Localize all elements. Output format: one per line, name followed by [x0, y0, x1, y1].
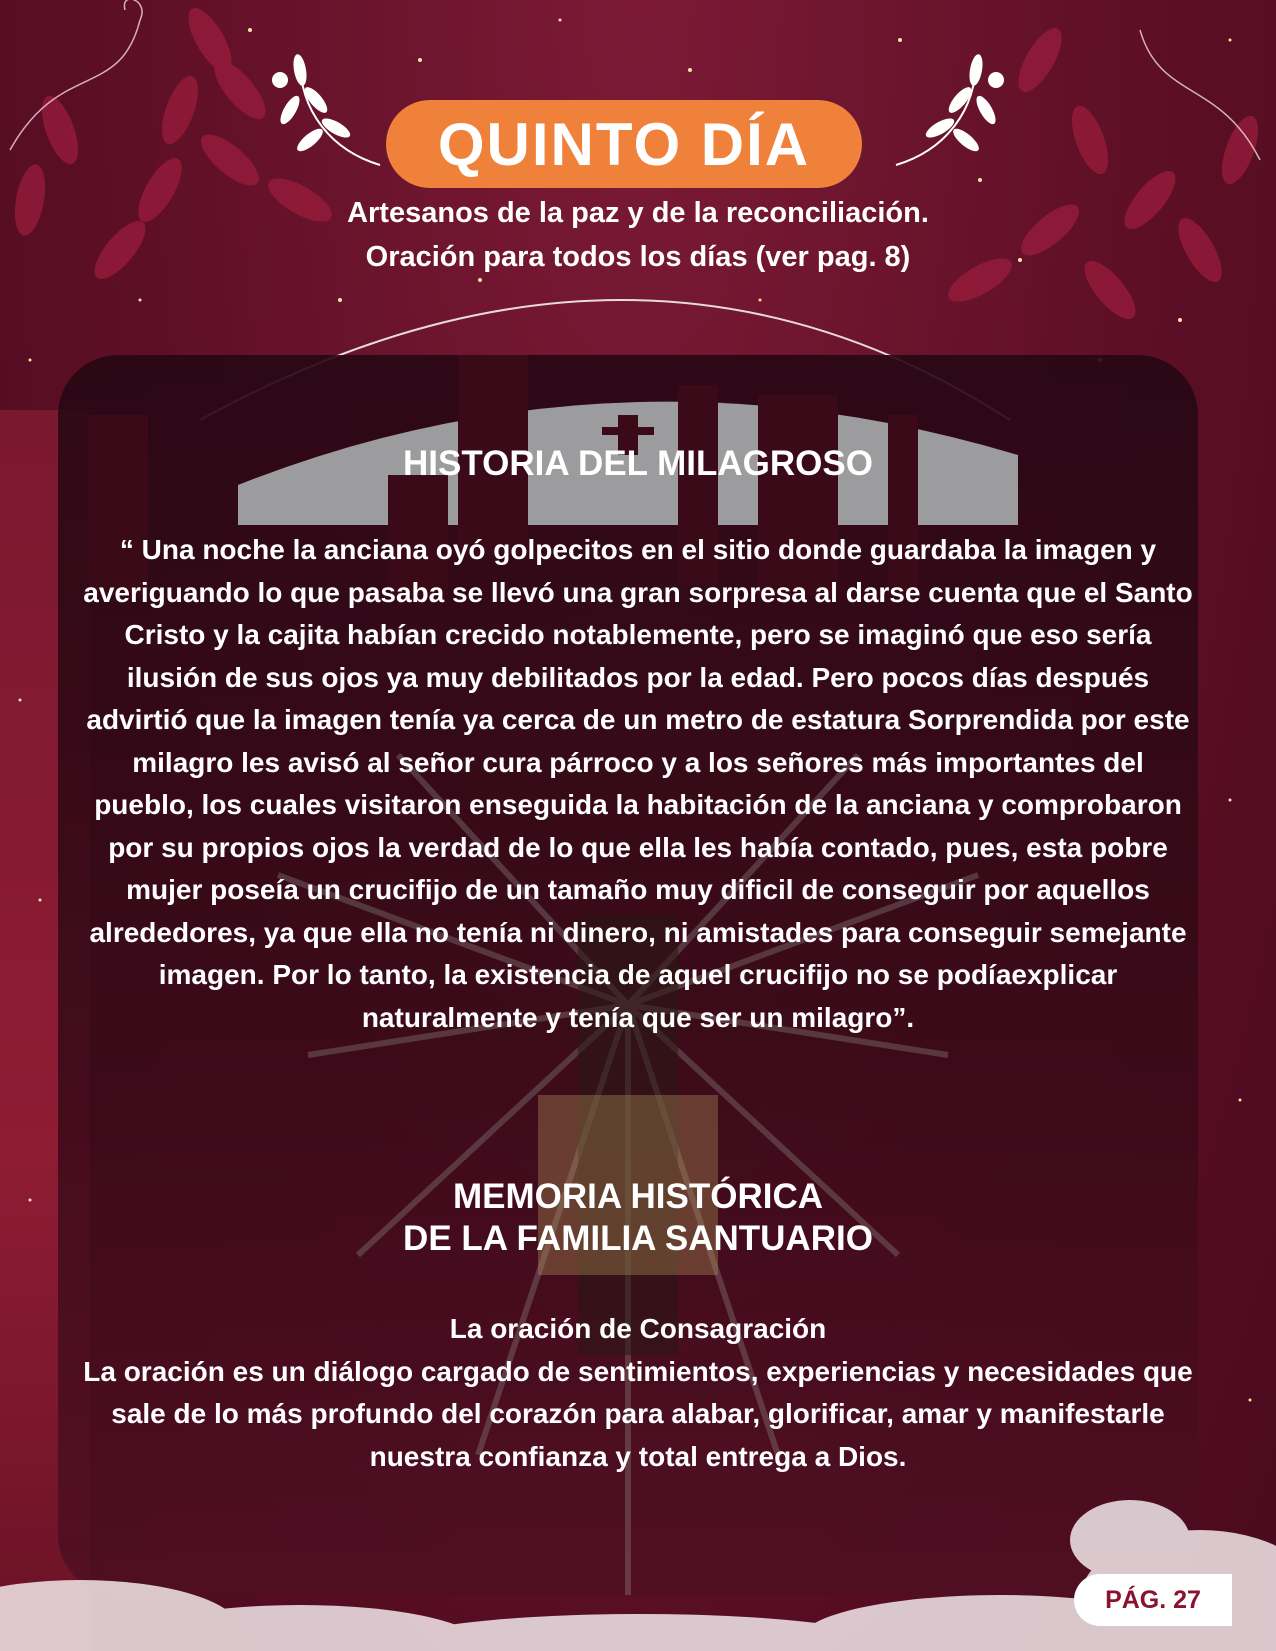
consagracion-subheading: La oración de Consagración [449, 1313, 827, 1344]
day-title: QUINTO DÍA [437, 110, 811, 178]
memoria-text: La oración es un diálogo cargado de sentimientos, experiencias y necesidades que sale de lo más profundo del corazón para alabar, glorificar, amar y manifestarle nuestra confianza y total entrega a Dios. [83, 1355, 1193, 1472]
page-number-badge [1074, 1574, 1232, 1626]
historia-heading: HISTORIA DEL MILAGROSO [403, 444, 873, 483]
memoria-heading [0, 1176, 1276, 1260]
clouds-decoration [0, 1480, 1276, 1651]
memoria-section [80, 1308, 1196, 1478]
historia-text: “ Una noche la anciana oyó golpecitos en el sitio donde guardaba la imagen y averiguando lo que pasaba se llevó una gran sorpresa al darse cuenta que el Santo Cristo y la cajita habían crecido notablemente, pero se imaginó que eso sería ilusión de sus ojos ya muy debilitados por la edad. Pero pocos días después advirtió que la imagen tenía ya cerca de un metro de estatura Sorprendida por este milagro les avisó al señor cura párroco y a los señores más importantes del pueblo, los cuales visitaron enseguida la habitación de la anciana y comprobaron por su propios ojos la verdad de lo que ella les había contado, pues, esta pobre mujer poseía un crucifijo de un tamaño muy dificil de conseguir por aquellos alrededores, ya que ella no tenía ni dinero, ni amistades para conseguir semejante imagen. Por lo tanto, la existencia de aquel crucifijo no se podíaexplicar naturalmente y tenía que ser un milagro”. [83, 534, 1193, 1033]
page-number: PÁG. 27 [1105, 1585, 1201, 1614]
prayer-reference: Oración para todos los días (ver pag. 8) [365, 241, 911, 273]
theme-subtitle: Artesanos de la paz y de la reconciliación. [347, 197, 929, 229]
memoria-heading-line1: MEMORIA HISTÓRICA [452, 1177, 824, 1216]
memoria-heading-line2: DE LA FAMILIA SANTUARIO [403, 1219, 873, 1258]
